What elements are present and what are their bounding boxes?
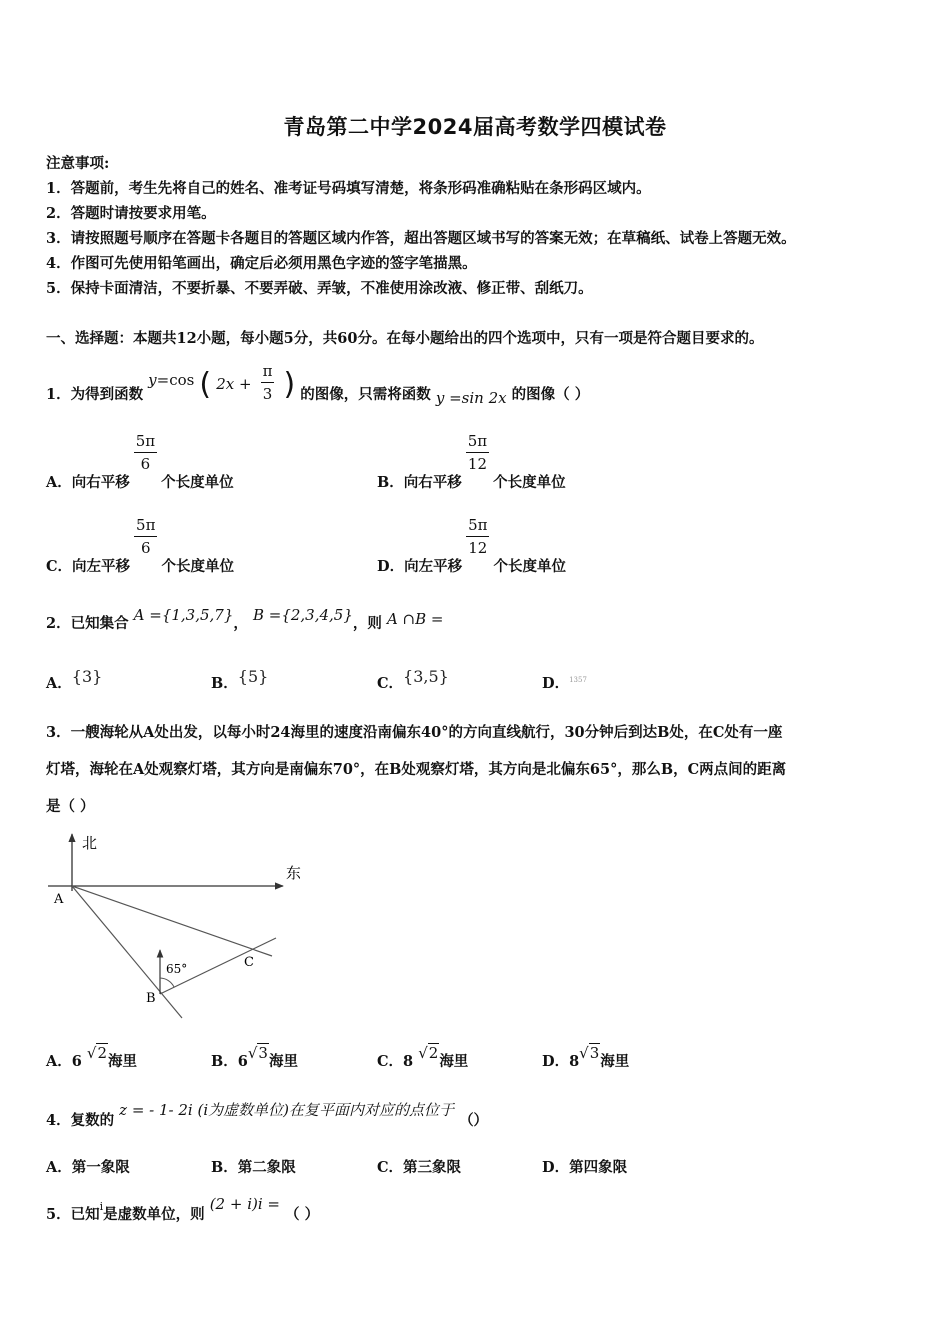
q1-d-frac: $\frac{5\pi}{12}$ xyxy=(468,516,488,557)
q4-suffix: （） xyxy=(459,1112,489,1129)
q2-option-d[interactable]: D．$^{1357}$ xyxy=(542,675,587,692)
q2-set-a: A ={1,3,5,7} xyxy=(133,606,234,624)
notice-item-1: 1．答题前，考生先将自己的姓名、准考证号码填写清楚，将条形码准确粘贴在条形码区域内。 xyxy=(46,180,651,197)
q5-middle: 是虚数单位，则 xyxy=(103,1206,205,1223)
q3-option-c[interactable]: C．8 √2海里 xyxy=(377,1044,469,1070)
q1-option-c[interactable]: C．向左平移 $\frac{5\pi}{6}$ 个长度单位 xyxy=(46,516,234,575)
q2-option-a[interactable]: A．{3} xyxy=(46,667,103,692)
q3-line-2: 灯塔，海轮在A处观察灯塔，其方向是南偏东70°，在B处观察灯塔，其方向是北偏东65°，那么B，C两点间的距离 xyxy=(46,761,787,778)
q3-line-3: 是（ ） xyxy=(46,798,95,815)
north-label: 北 xyxy=(82,834,98,852)
point-b-label: B xyxy=(146,991,156,1006)
q5-i: i xyxy=(99,1200,104,1213)
point-c-label: C xyxy=(244,955,254,970)
q1-a-frac: $\frac{5\pi}{6}$ xyxy=(135,432,156,473)
q4-expr: z = - 1- 2i (i为虚数单位)在复平面内对应的点位于 xyxy=(119,1101,454,1119)
q1-prefix: 1．为得到函数 xyxy=(46,385,144,403)
angle-arc xyxy=(160,978,174,987)
q1-option-a[interactable]: A．向右平移 $\frac{5\pi}{6}$ 个长度单位 xyxy=(46,432,234,491)
notice-item-3: 3．请按照题号顺序在答题卡各题目的答题区域内作答，超出答题区域书写的答案无效；在草稿纸、试卷上答题无效。 xyxy=(46,230,796,247)
q1-b-frac: $\frac{5\pi}{12}$ xyxy=(467,432,488,473)
q1-func2: y =sin 2x xyxy=(435,388,507,407)
angle-label: 65° xyxy=(166,962,188,976)
q1-func-y: y xyxy=(148,370,157,389)
q2-suffix: ，则 xyxy=(352,615,382,632)
q4-option-d[interactable]: D．第四象限 xyxy=(542,1159,628,1176)
q3-line-1: 3．一艘海轮从A处出发，以每小时24海里的速度沿南偏东40°的方向直线航行，30分钟后到达B处，在C处有一座 xyxy=(46,724,783,741)
q1-lparen: ( xyxy=(199,366,212,402)
notice-item-5: 5．保持卡面清洁，不要折暴、不要弄破、弄皱，不准使用涂改液、修正带、刮纸刀。 xyxy=(46,280,593,297)
notice-heading: 注意事项: xyxy=(46,155,110,172)
q4-prefix: 4．复数的 xyxy=(46,1112,115,1129)
east-label: 东 xyxy=(286,864,302,882)
q2-comma: ， xyxy=(233,615,248,632)
question-4 xyxy=(46,1101,489,1130)
q1-func-cos: =cos xyxy=(156,370,195,389)
question-1 xyxy=(46,352,590,407)
q1-func-inner: 2x + xyxy=(216,374,252,393)
q3-figure xyxy=(40,826,320,1026)
q3-option-a[interactable]: A．6 √2海里 xyxy=(46,1044,138,1070)
section-heading: 一、选择题：本题共12小题，每小题5分，共60分。在每小题给出的四个选项中，只有一项是符合题目要求的。 xyxy=(46,330,764,347)
q1-rparen: ) xyxy=(283,366,296,402)
q4-option-a[interactable]: A．第一象限 xyxy=(46,1159,130,1176)
q3-option-d[interactable]: D．8√3海里 xyxy=(542,1044,630,1070)
q2-option-b[interactable]: B．{5} xyxy=(211,667,269,692)
page-title: 青岛第二中学2024届高考数学四模试卷 xyxy=(283,115,667,139)
q1-middle: 的图像，只需将函数 xyxy=(300,385,431,403)
q5-prefix: 5．已知 xyxy=(46,1206,100,1223)
q1-option-d[interactable]: D．向左平移 $\frac{5\pi}{12}$ 个长度单位 xyxy=(377,516,566,575)
q2-set-b: B ={2,3,4,5} xyxy=(252,606,353,624)
q4-option-c[interactable]: C．第三象限 xyxy=(377,1159,462,1176)
question-2 xyxy=(46,606,444,633)
q5-suffix: （ ） xyxy=(285,1206,320,1223)
q4-option-b[interactable]: B．第二象限 xyxy=(211,1159,296,1176)
notice-item-2: 2．答题时请按要求用笔。 xyxy=(46,205,216,222)
q1-frac xyxy=(261,362,275,403)
q5-expr: (2 + i)i = xyxy=(209,1195,280,1213)
q1-c-frac: $\frac{5\pi}{6}$ xyxy=(136,516,156,557)
q1-frac-den: 3 xyxy=(262,385,273,403)
q3-option-b[interactable]: B．6√3海里 xyxy=(211,1044,298,1070)
q1-option-b[interactable]: B．向右平移 $\frac{5\pi}{12}$ 个长度单位 xyxy=(377,432,566,491)
notice-item-4: 4．作图可先使用铅笔画出，确定后必须用黑色字迹的签字笔描黑。 xyxy=(46,255,477,272)
q2-prefix: 2．已知集合 xyxy=(46,615,129,632)
q1-frac-num: π xyxy=(261,362,275,383)
q1-suffix: 的图像（ ） xyxy=(511,385,590,403)
question-5 xyxy=(46,1195,320,1224)
q2-expr: A ∩B = xyxy=(386,610,444,628)
point-a-label: A xyxy=(54,892,64,907)
line-ac xyxy=(72,886,272,956)
q2-option-c[interactable]: C．{3,5} xyxy=(377,667,449,692)
